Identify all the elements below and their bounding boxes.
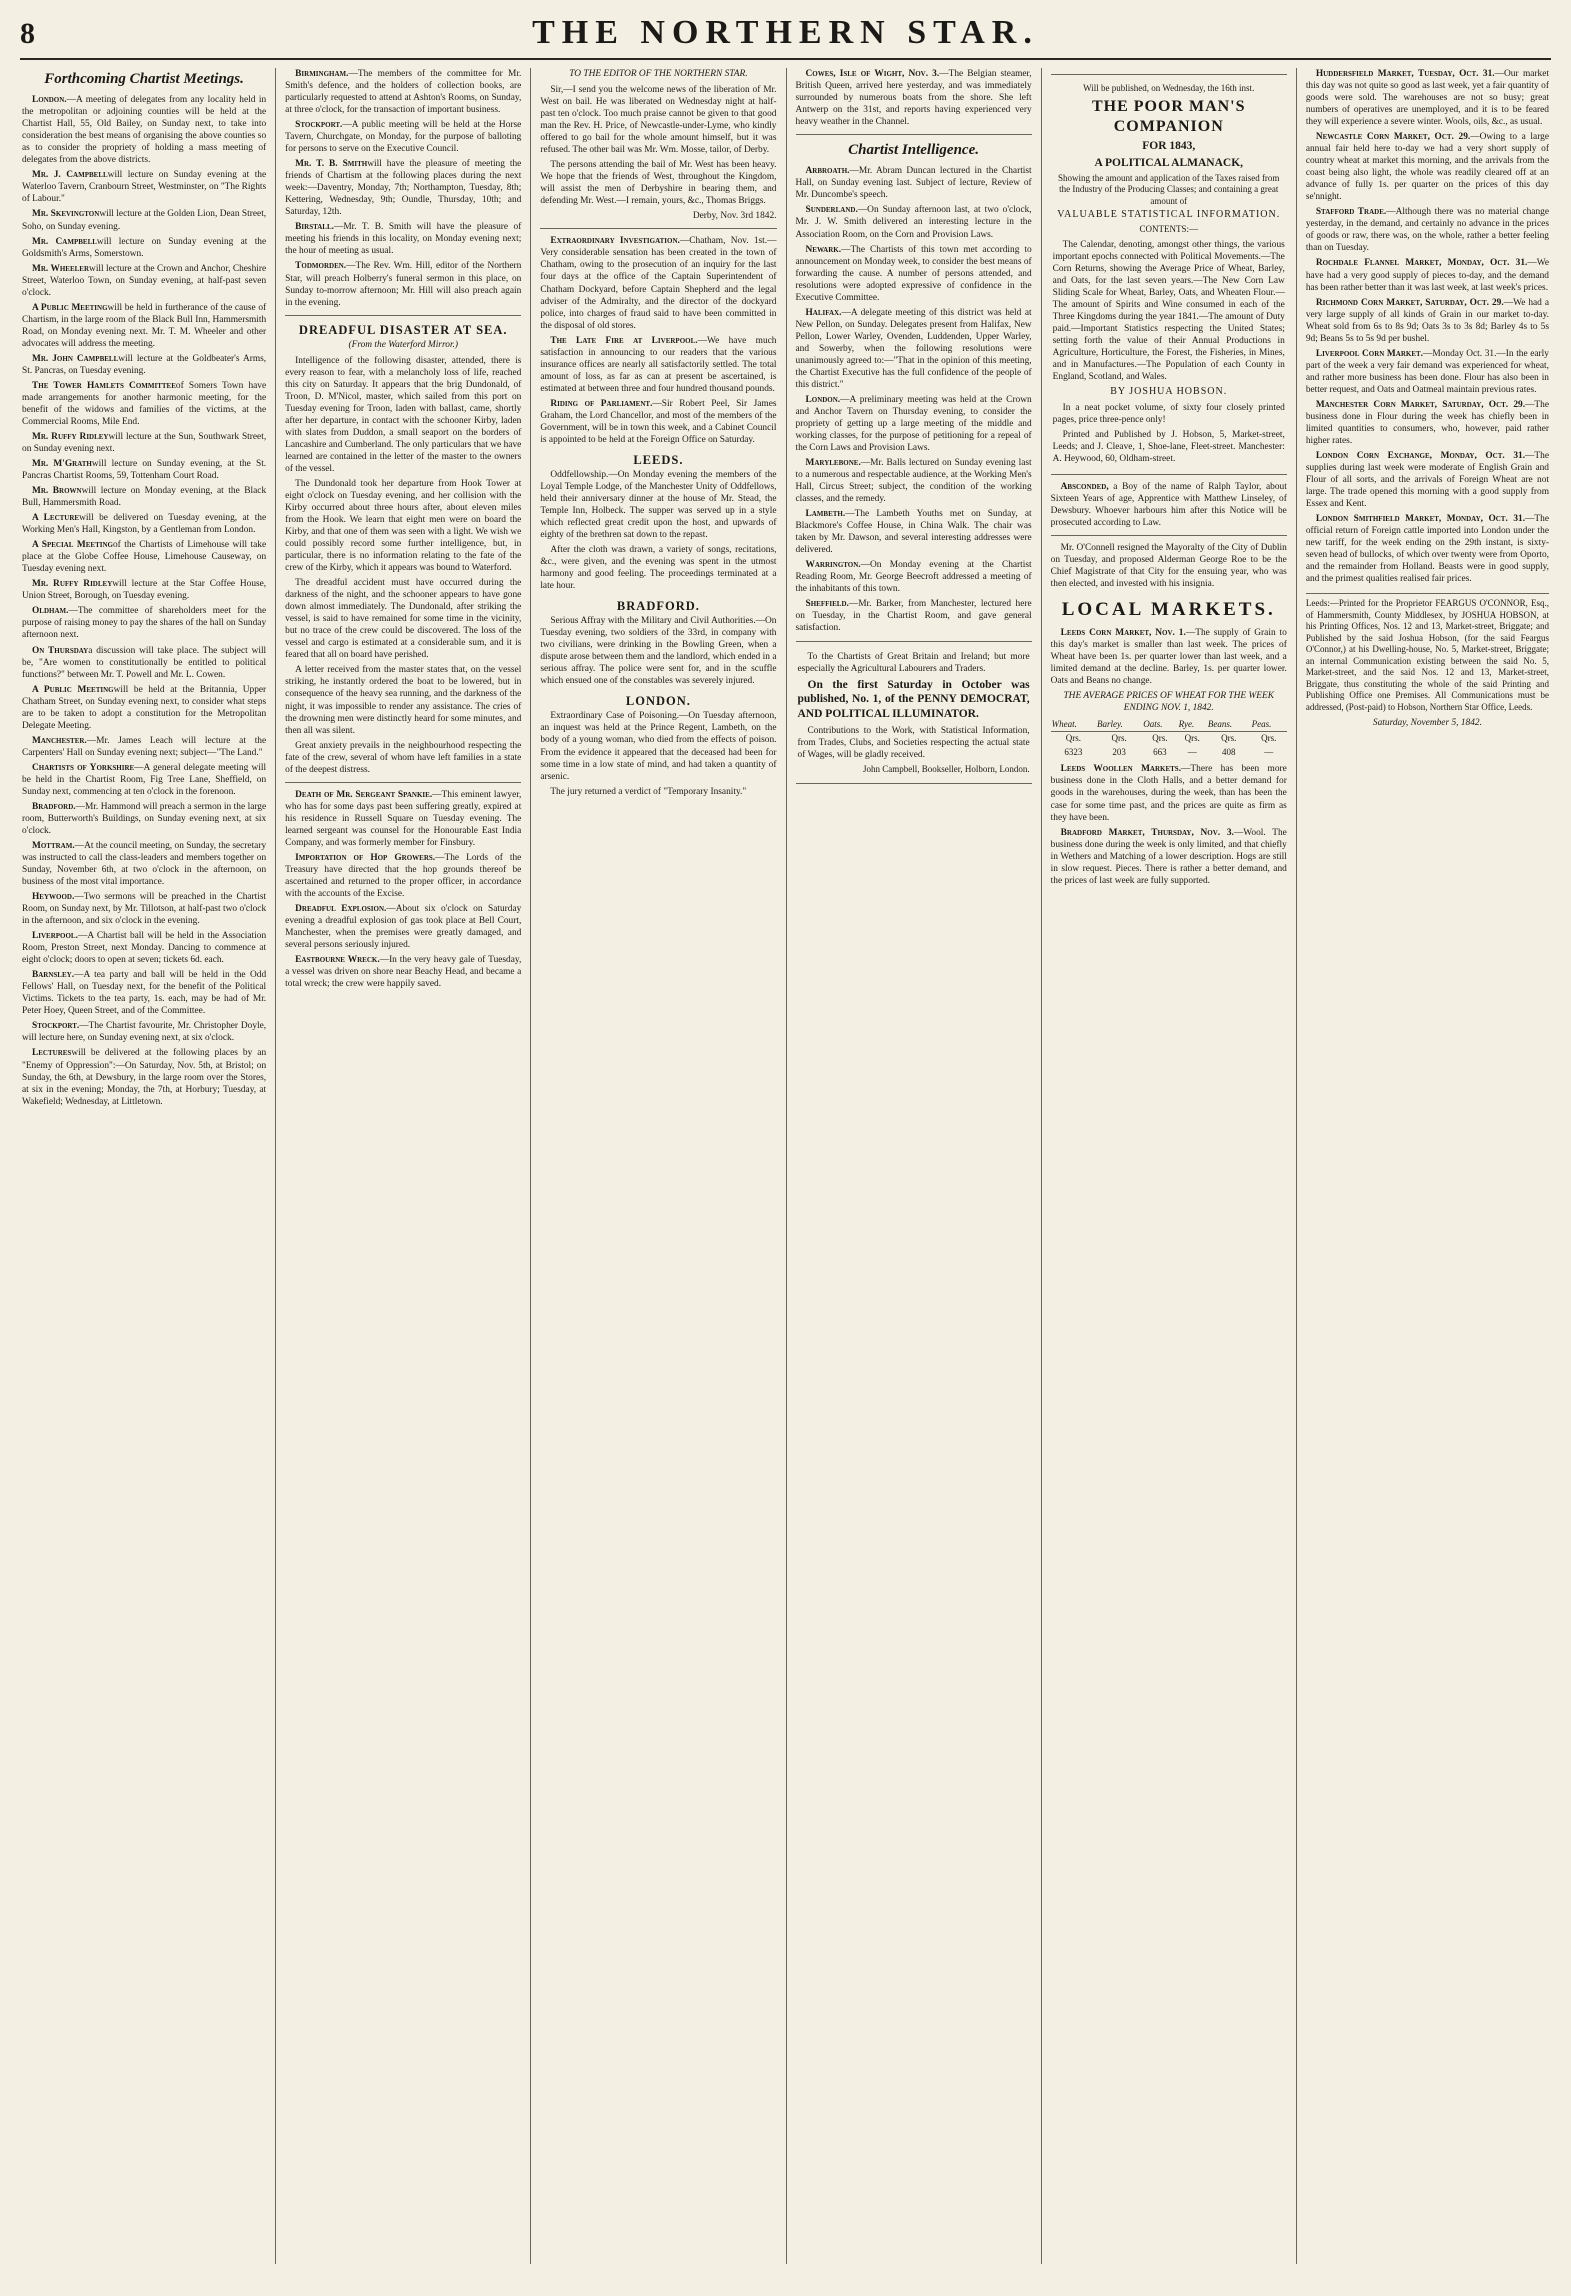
bradford-market-report <box>1051 827 1287 887</box>
notice-text: —A general delegate meeting will be held in the Chartist Room, Fig Tree Lane, Sheffield, on Sunday next, commencing at ten o'clock in the forenoon. <box>22 762 267 797</box>
notice-lead: Huddersfield Market, Tuesday, Oct. 31. <box>1315 69 1495 79</box>
notice-item <box>22 930 266 966</box>
column-5 <box>1041 68 1296 2264</box>
table-cell: — <box>1187 746 1197 757</box>
advert-author: BY JOSHUA HOBSON. <box>1110 386 1228 398</box>
notice-lead: Newark. <box>805 244 842 255</box>
notice-text: will lecture at the Crown and Anchor, Cheshire Street, Waterloo Town, on Sunday evening, at half-past seven o'clock. <box>22 263 267 298</box>
notice-item <box>285 954 521 990</box>
table-header-cell: Rye. <box>1178 718 1207 732</box>
table-header-cell: Peas. <box>1251 718 1287 732</box>
advert-caps: VALUABLE STATISTICAL INFORMATION. <box>1057 209 1281 221</box>
notice-text: —This eminent lawyer, who has for some days past been suffering greatly, expired at his residence in Russell Square on Tuesday evening. The learned sergeant was counsel for the Honourable East India Company, and was formerly member for Finsbury. <box>285 789 522 848</box>
notice-text: —Mr. Hammond will preach a sermon in the large room, Butterworth's Buildings, on Sunday evening next, at six o'clock. <box>22 801 267 836</box>
notice-lead: London Smithfield Market, Monday, Oct. 31. <box>1315 514 1526 525</box>
table-cell: Qrs. <box>1152 733 1168 744</box>
table-cell: Qrs. <box>1184 733 1200 744</box>
notice-text: —The Lords of the Treasury have directed that the hop grounds thereof be ascertained and returned to the proper officer, in accordance with the accounts of the Excise. <box>285 852 522 899</box>
advert-body <box>798 651 1030 761</box>
notice-lead: Death of Mr. Sergeant Spankie. <box>295 789 433 800</box>
notice-item <box>796 457 1032 505</box>
notice-lead: Sheffield. <box>805 599 849 610</box>
notice-item <box>22 969 266 1017</box>
notice-lead: London. <box>32 95 67 106</box>
notices-list <box>285 68 521 309</box>
advert-description: Showing the amount and application of the Taxes raised from the Industry of the Producing Classes; and containing a great amount of <box>1058 172 1280 206</box>
notice-item <box>22 263 266 299</box>
notice-lead: Rochdale Flannel Market, Monday, Oct. 31. <box>1315 258 1528 269</box>
market-reports-list <box>1306 68 1549 585</box>
leeds-woollen-text: —There has been more business done in the Cloth Halls, and a better demand for goods in the warehouses, during the week, than has been the case for some time past, and the prices are quite as firm as they have been. <box>1050 764 1287 823</box>
notice-item <box>22 578 266 602</box>
advert-line: On the first Saturday in October was published, No. 1, of the PENNY DEMOCRAT, AND POLITICAL ILLUMINATOR. <box>797 678 1030 720</box>
advert-contents-label: CONTENTS:— <box>1139 224 1198 235</box>
notice-text: will lecture on Sunday evening at the Goldsmith's Arms, Somerstown. <box>22 236 267 259</box>
notice-text: —The Chartists of this town met according to announcement on Monday week, to consider the best means of forwarding the cause. A number of persons attended, and resolutions were adopted expressive of confidence in the Executive Committee. <box>795 244 1032 303</box>
notice-item <box>22 169 266 205</box>
advert-penny-democrat <box>796 641 1032 785</box>
section-heading-intelligence: Chartist Intelligence. <box>848 142 979 159</box>
notice-item <box>1306 68 1549 128</box>
notice-item <box>22 801 266 837</box>
table-header-cell: Oats. <box>1142 718 1177 732</box>
table-cell: 408 <box>1221 746 1236 757</box>
story-body-disaster <box>285 355 521 776</box>
notice-text: —Two sermons will be preached in the Chartist Room, on Sunday next, by Mr. Tillotson, at half-past two o'clock in the afternoon, and six o'clock in the evening. <box>22 892 267 927</box>
column-2 <box>275 68 530 2264</box>
notice-item <box>22 236 266 260</box>
notice-text: a discussion will take place. The subject will be, "Are women to constitutionally be entitled to political functions?" between Mr. T. Powell and Mr. L. Cowen. <box>22 645 267 680</box>
story-paragraph: Serious Affray with the Military and Civil Authorities.—On Tuesday evening, two soldiers of the 33rd, in company with two civilians, were drinking in the Bowling Green, when a dispute arose between them and the landlord, which ended in a serious affray. The police were sent for, and in the scuffle which ensued one of the constables was severely injured. <box>540 616 777 687</box>
notice-lead: Dreadful Explosion. <box>295 903 387 914</box>
notice-lead: Extraordinary Investigation. <box>550 236 680 247</box>
notice-text: —Mr. T. B. Smith will have the pleasure of meeting his friends in this locality, on Monday evening next; the hour of meeting as usual. <box>285 222 522 257</box>
table-cell: 663 <box>1153 746 1167 757</box>
story-title-london: LONDON. <box>625 694 691 709</box>
notice-item <box>22 431 266 455</box>
story-paragraph: The Dundonald took her departure from Hook Tower at eight o'clock on Tuesday evening, and her collision with the Kirby occurred about three hours after, about eleven miles from the Hook. We learn that eight men were on board the Kirby, and that one of them was seen with a light. We wish we could possibly record some further intelligence, but, in particular, there is no information relating to the fate of the crew of the Kirby, which it appears was bound to Waterford. <box>285 478 522 574</box>
leeds-woollen-report <box>1051 763 1287 823</box>
notice-lead: Mr. Ruffy Ridley <box>32 579 113 590</box>
advert-subtitle: A POLITICAL ALMANACK, <box>1094 157 1244 170</box>
notice-item <box>796 244 1032 304</box>
notice-item <box>796 394 1032 454</box>
divider <box>796 134 1032 135</box>
notice-lead: Mr. J. Campbell <box>32 170 108 181</box>
story-paragraph: The dreadful accident must have occurred during the darkness of the night, and the schooner appears to have gone down almost immediately. The Dundonald, after striking the vessel, is said to have remained for some time in the vicinity, but no trace of the crew could be discovered. The loss of the vessel and cargo is estimated at a considerable sum, and it is feared that all on board have perished. <box>285 578 522 661</box>
notice-text: will lecture at the Goldbeater's Arms, St. Pancras, on Tuesday evening. <box>22 353 267 376</box>
notice-text: will be delivered on Tuesday evening, at the Working Men's Hall, Kingston, by a Gentleman from London. <box>22 513 267 536</box>
notice-lead: Lectures <box>32 1048 72 1059</box>
advert-year: FOR 1843, <box>1142 140 1196 153</box>
advert-almanack <box>1051 74 1287 475</box>
letter-body <box>540 84 776 207</box>
news-list-top <box>796 68 1032 128</box>
notice-item <box>540 398 776 446</box>
notice-item <box>285 852 521 900</box>
notice-item <box>22 645 266 681</box>
table-cell: 203 <box>1112 746 1126 757</box>
table-header-cell: Barley. <box>1096 718 1142 732</box>
notice-item <box>796 204 1032 240</box>
notice-text: —Chatham, Nov. 1st.—Very considerable sensation has been created in the town of Chatham, owing to the prosecution of an inquiry for the last four days at the office of the Captain Superintendent of Chatham Dockyard, before Captain Shepherd and the legal adviser of the Admiralty, and the director of the dockyard police, into charges of fraud said to have been committed in the disposal of old stores. <box>540 236 777 331</box>
notice-lead: Lambeth. <box>805 509 846 520</box>
notice-item <box>22 380 266 428</box>
notice-text: —The Belgian steamer, British Queen, arrived here yesterday, and was immediately surrounded by numerous boats from the shore. She left Antwerp on the 31st, and reports having experienced very heavy weather in the Channel. <box>795 69 1032 128</box>
notice-text: —The business done in Flour during the week has chiefly been in limited quantities to consumers, who, however, paid rather higher rates. <box>1305 399 1549 446</box>
story-paragraph: Extraordinary Case of Poisoning.—On Tuesday afternoon, an inquest was held at the Prince Regent, Lambeth, on the body of a young woman, who died from the effects of poison. From the evidence it appeared that the deceased had been for some time in a low state of mind, and had taken a quantity of arsenic. <box>540 711 777 782</box>
notice-text: will be held in furtherance of the cause of Chartism, in the large room of the Black Bull Inn, Hammersmith Road, on Monday evening next. Mr. T. M. Wheeler and other advocates will address the meeting. <box>22 302 267 349</box>
notice-item <box>285 221 521 257</box>
notice-text: —The committee of shareholders meet for the purpose of raising money to pay the shares of the hall on Sunday afternoon next. <box>22 606 267 641</box>
leeds-woollen-lead: Leeds Woollen Markets. <box>1060 764 1182 775</box>
notice-lead: Liverpool. <box>32 931 78 942</box>
notice-lead: Mr. M'Grath <box>32 459 92 470</box>
notice-text: —On Sunday afternoon last, at two o'clock, Mr. J. W. Smith delivered an interesting lecture in the Association Room, on the Corn and Provision Laws. <box>795 205 1032 240</box>
story-body-leeds <box>540 469 776 592</box>
notice-text: —About six o'clock on Saturday evening a dreadful explosion of gas took place at Bell Court, Manchester, when the premises were greatly damaged, and several persons seriously injured. <box>285 903 522 951</box>
columns <box>20 68 1551 2264</box>
notice-lead: Stockport. <box>295 120 343 131</box>
notice-text: —In the very heavy gale of Tuesday, a vessel was driven on shore near Beachy Head, and became a total wreck; the crew were happily saved. <box>285 955 522 990</box>
column-6 <box>1296 68 1551 2264</box>
notice-text: —Mr. Balls lectured on Sunday evening last to a numerous and respectable audience, at the Working Men's Hall, Circus Street; subject, the condition of the working classes, and the remedy. <box>795 458 1032 505</box>
notice-lead: Bradford. <box>32 801 76 812</box>
advert-line: To the Chartists of Great Britain and Ireland; but more especially the Agricultural Labourers and Traders. <box>797 651 1030 674</box>
notice-lead: Manchester. <box>32 735 87 746</box>
notice-text: —We have much satisfaction in announcing to our readers that the various insurance offices are nearly all satisfactorily settled. The total amount of loss, as far as can at present be ascertained, is estimated at between three and four hundred thousand pounds. <box>540 335 777 394</box>
notice-item <box>285 158 521 218</box>
notice-item <box>285 260 521 308</box>
story-body-london <box>540 710 776 797</box>
notice-item <box>22 605 266 641</box>
notice-lead: Riding of Parliament. <box>550 398 653 409</box>
notice-text: —The Chartist favourite, Mr. Christopher Doyle, will lecture here, on Sunday evening next, at six o'clock. <box>22 1021 267 1044</box>
notice-lead: A Special Meeting <box>32 540 113 551</box>
notice-text: —A meeting of delegates from any locality held in the metropolitan or adjoining counties will be held at the Chartist Hall, 55, Old Bailey, on Sunday next, to take into consideration the best means of organising the above counties so as to consider the propriety of holding a mass meeting of delegates from the above districts. <box>22 95 267 166</box>
notice-item <box>22 891 266 927</box>
divider <box>1051 535 1287 536</box>
notice-lead: Cowes, Isle of Wight, Nov. 3. <box>805 69 940 79</box>
notice-lead: Oldham. <box>32 606 69 617</box>
notice-lead: Eastbourne Wreck. <box>295 955 380 966</box>
divider <box>285 782 521 783</box>
notice-item <box>796 307 1032 391</box>
notice-text: —Monday Oct. 31.—In the early part of the week a very fair demand was experienced for wheat, and rather more business has been done. Flour has also been in better request, and Oats and Oatmeal maintain previous rates. <box>1305 348 1549 395</box>
notice-text: —The supplies during last week were moderate of English Grain and Flour of all sorts, and the arrivals of Foreign Wheat are not large. The trade opened this morning with a good supply from Essex and Kent. <box>1305 450 1549 510</box>
table-cell: — <box>1264 746 1274 757</box>
notice-text: of Somers Town have made arrangements for another harmonic meeting, for the benefit of the widows and families of the victims, at the Commercial Rooms, Mile End. <box>22 380 267 427</box>
table-header-cell: Beans. <box>1207 718 1251 732</box>
bradford-text: —Wool. The business done during the week is only limited, and that chiefly in Wethers and Matching of a lower description. Hogs are still in slow request. Pieces. There is rather a better demand, and the prices of last week are fully supported. <box>1050 827 1287 886</box>
notice-item <box>285 68 521 116</box>
divider <box>285 315 521 316</box>
notice-text: —We have had a very good supply of pieces to-day, and the demand has been rather better than it was last week, at last week's prices. <box>1305 258 1549 293</box>
notice-text: —A tea party and ball will be held in the Odd Fellows' Hall, on Tuesday next, for the benefit of the Political Victims. Tickets to the tea party, 1s. each, may be had of Mr. Peter Hoey, Queen Street, and of the Committee. <box>22 970 267 1017</box>
notice-item <box>1306 450 1549 510</box>
story-paragraph: After the cloth was drawn, a variety of songs, recitations, &c., were given, and the evening was spent in the utmost harmony and good feeling. The proceedings terminated at a late hour. <box>540 545 777 592</box>
notice-lead: Mr. T. B. Smith <box>295 159 368 170</box>
story-paragraph: Intelligence of the following disaster, attended, there is every reason to fear, with a melancholy loss of life, reached this city on Saturday. It appears that the brig Dundonald, of Troon, D. M'Nicol, master, which sailed from this port on Tuesday evening for Troon, laden with ballast, came, shortly after her departure, in contact with the schooner Kirby, laden with slates from Duddon, a small seaport on the borders of Lancashire and Cumberland. The only particulars that we have learned are contained in the letter of the master to the owners of the vessel. <box>285 355 522 474</box>
story-paragraph: The jury returned a verdict of "Temporary Insanity." <box>550 786 747 797</box>
meetings-list <box>22 94 266 1107</box>
notice-text: will lecture on Sunday evening at the Waterloo Tavern, Cranbourn Street, Westminster, on "The Rights of Labour." <box>22 170 267 205</box>
notice-lead: Mr. Ruffy Ridley <box>32 432 109 442</box>
notice-lead: Birmingham. <box>295 69 349 79</box>
notice-lead: Stafford Trade. <box>1315 207 1387 218</box>
notice-item <box>540 335 776 395</box>
table-cell: Qrs. <box>1111 733 1127 744</box>
imprint-date: Saturday, November 5, 1842. <box>1372 718 1482 729</box>
notice-text: —The members of the committee for Mr. Smith's defence, and the holders of collection books, are particularly requested to attend at Ashton's Rooms, on Sunday, at three o'clock, for the transaction of important business. <box>285 69 522 116</box>
letter-signature: Derby, Nov. 3rd 1842. <box>692 211 777 222</box>
notice-item <box>22 512 266 536</box>
notice-item <box>22 353 266 377</box>
notice-lead: The Late Fire at Liverpool. <box>550 335 698 346</box>
notice-item <box>22 1047 266 1107</box>
notice-text: —The Rev. Wm. Hill, editor of the Northern Star, will preach Holberry's funeral sermon in this place, on Sunday to-morrow afternoon; Mr. Hill will also preach again in the evening. <box>285 261 522 308</box>
absconded-notice <box>1051 481 1287 529</box>
price-table-caption: THE AVERAGE PRICES OF WHEAT FOR THE WEEK ENDING NOV. 1, 1842. <box>1063 690 1274 713</box>
notice-item <box>1306 399 1549 447</box>
notice-item <box>796 165 1032 201</box>
notice-lead: London Corn Exchange, Monday, Oct. 31. <box>1315 450 1526 461</box>
notice-lead: Stockport. <box>32 1021 80 1032</box>
notice-lead: Barnsley. <box>32 970 75 981</box>
notice-item <box>1306 257 1549 293</box>
notice-lead: Manchester Corn Market, Saturday, Oct. 29. <box>1315 399 1526 410</box>
notice-text: will lecture at the Golden Lion, Dean Street, Soho, on Sunday evening. <box>22 209 267 232</box>
news-list <box>540 235 776 446</box>
notice-lead: Newcastle Corn Market, Oct. 29. <box>1315 132 1471 143</box>
notice-text: —Mr. Abram Duncan lectured in the Chartist Hall, on Sunday evening last. Subject of lecture, Review of Mr. Duncombe's speech. <box>795 166 1032 201</box>
column-3 <box>530 68 785 2264</box>
section-heading-meetings: Forthcoming Chartist Meetings. <box>44 71 244 87</box>
notice-item <box>22 539 266 575</box>
newspaper-title: THE NORTHERN STAR. <box>532 14 1039 51</box>
notice-lead: Heywood. <box>32 892 75 903</box>
notice-lead: London. <box>805 394 841 405</box>
bradford-lead: Bradford Market, Thursday, Nov. 3. <box>1060 827 1234 838</box>
imprint: Leeds:—Printed for the Proprietor FEARGUS O'CONNOR, Esq., of Hammersmith, County Middlesex, by JOSHUA HOBSON, at his Printing Offices, Nos. 12 and 13, Market-street, Briggate; and Published by the said Joshua Hobson, (for the said Feargus O'Connor,) at his Dwelling-house, No. 5, Market-street, Briggate; an internal Communication existing between the said No. 5, Market-street, and the said Nos. 12 and 13, Market-street, Briggate, thus constituting the whole of the said Printing and Publishing Office one Premises. All Communications must be addressed, (Post-paid) to Hobson, Northern Star Office, Leeds. <box>1306 593 1549 713</box>
table-header-cell: Wheat. <box>1051 718 1096 732</box>
table-cell: Qrs. <box>1065 733 1081 744</box>
notice-item <box>796 559 1032 595</box>
advert-intro: Will be published, on Wednesday, the 16th inst. <box>1083 83 1255 93</box>
notice-text: of the Chartists of Limehouse will take place at the Globe Coffee House, Limehouse Causeway, on Tuesday evening next. <box>22 540 267 575</box>
story-paragraph: Sir,—I send you the welcome news of the liberation of Mr. West on bail. He was liberated on Wednesday night at half-past ten o'clock. Too much praise cannot be given to that good man the Rev. H. Price, of Newcastle-under-Lyme, who kindly offered to go bail for the whole amount himself, but it was refused. The other bail was Mr. Wm. Mosse, tailor, of Derby. <box>540 85 777 156</box>
notice-text: will lecture at the Sun, Southwark Street, on Sunday evening next. <box>22 432 267 455</box>
table-cell: Qrs. <box>1221 733 1237 744</box>
notice-item <box>285 119 521 155</box>
notice-item <box>796 508 1032 556</box>
story-paragraph: The persons attending the bail of Mr. West has been heavy. We hope that the friends of West, throughout the Kingdom, will assist the men of Derbyshire in bearing them, and defending Mr. West.—I remain, yours, &c., Thomas Briggs. <box>540 160 777 207</box>
notice-text: will lecture at the Star Coffee House, Union Street, Borough, on Tuesday evening. <box>22 579 267 602</box>
story-title-leeds: LEEDS. <box>633 452 684 467</box>
notice-text: —Mr. James Leach will lecture at the Carpenters' Hall on Sunday evening next; subject—"The Land." <box>22 735 267 758</box>
notice-lead: Richmond Corn Market, Saturday, Oct. 29. <box>1315 297 1504 308</box>
newspaper-page <box>20 14 1551 2266</box>
story-paragraph: Oddfellowship.—On Monday evening the members of the Loyal Temple Lodge, of the Manchester Unity of Oddfellows, held their anniversary dinner at the house of Mr. Stead, the Temple Inn, Holbeck. The supper was served up in a style which reflected great credit upon the host, and upwards of eighty of the brethren sat down to the repast. <box>540 469 777 541</box>
notice-text: —The official return of Foreign cattle imported into London under the new tariff, for the week ending on the 29th instant, is sixty-seven head of bullocks, of which over twenty were from Oporto, and the remainder from Holland. Beasts were in good supply, and the primest qualities realised fair prices. <box>1305 514 1549 585</box>
absconded-text: a Boy of the name of Ralph Taylor, about Sixteen Years of age, Apprentice with Matthew Linseley, of Dewsbury. Whoever harbours him after this Notice will be prosecuted according to Law. <box>1050 482 1287 529</box>
notice-lead: Mr. Skevington <box>32 209 100 220</box>
notice-text: —A preliminary meeting was held at the Crown and Anchor Tavern on Thursday evening, to consider the propriety of getting up a large meeting of the middle and working classes, for the purpose of petitioning for a repeal of the Corn Laws and Provision Laws. <box>795 394 1032 454</box>
notice-item <box>285 903 521 951</box>
notice-item <box>22 840 266 888</box>
table-cell: 6323 <box>1064 746 1083 757</box>
advert-contents-body: The Calendar, denoting, amongst other things, the various important epochs connected with Political Movements.—The Corn Returns, showing the Average Price of Wheat, Barley, and Oats, for the last seven years.—The New Corn Law Sliding Scale for Wheat, Barley, Oats, and Wheaten Flour.—The amount of Spirits and Wine consumed in each of the Three Kingdoms during the year 1841.—The amount of Duty paid.—Important Statistics respecting the United States; setting forth the value of their Annual Productions in Agriculture, Horticulture, the Forest, the Fisheries, in Mines, and in Manufactures.—The Population of each County in England, Scotland, and Wales. <box>1052 239 1285 383</box>
notice-item <box>22 485 266 509</box>
notice-text: will have the pleasure of meeting the friends of Chartism at the following places during the next week:—Daventry, Monday, 7th; Northampton, Tuesday, 8th; Kettering, Wednesday, 9th; Oundle, Thursday, 10th; and Saturday, 12th. <box>285 159 522 218</box>
notice-lead: On Thursday <box>32 645 89 656</box>
notice-lead: Mr. Wheeler <box>32 263 90 274</box>
advert-publisher: Printed and Published by J. Hobson, 5, Market-street, Leeds; and J. Cleave, 1, Shoe-lane, Fleet-street. Manchester: A. Heywood, 60, Oldham-street. <box>1052 429 1285 465</box>
notice-lead: Mr. Campbell <box>32 236 97 247</box>
leeds-corn-text: —The supply of Grain to this day's market is smaller than last week. The prices of Wheat have been 1s. per quarter lower than last week, and a limited demand at the decline. Barley, 1s. per quarter lower. Oats and Beans no change. <box>1050 627 1287 686</box>
oconnell-notice: Mr. O'Connell resigned the Mayoralty of the City of Dublin on Tuesday, and proposed Alderman George Roe to be the Chief Magistrate of that City for the ensuing year, who was then elected, and invested with his insignia. <box>1050 543 1287 590</box>
notice-text: —Although there was no material change yesterday, in the demand, and certainly no advance in the prices of goods or raw, there was, on the whole, rather a better feeling than on Tuesday. <box>1305 207 1549 254</box>
notice-text: —Owing to a large annual fair held here to-day we had a very short supply of country wheat at market this morning, and the arrivals from the coast being also light, the whole was readily cleared off at an advance of fully 1s. per quarter on the prices of this day se'nnight. <box>1305 132 1549 203</box>
notice-lead: Mottram. <box>32 840 75 851</box>
notice-text: will lecture on Monday evening, at the Black Bull, Hammersmith Road. <box>22 486 267 509</box>
notice-text: will be delivered at the following places by an "Enemy of Oppression":—On Saturday, Nov. 5th, at Bristol; on Sunday, the 6th, at Dewsbury, in the large room over the Stores, at six in the evening; Monday, the 7th, at Horbury; Tuesday, at Wakefield; Wednesday, at Littletown. <box>22 1048 267 1107</box>
notice-lead: Warrington. <box>805 560 861 571</box>
notice-lead: Mr. Brown <box>32 486 82 497</box>
notice-text: —Mr. Barker, from Manchester, lectured here on Tuesday, in the Chartist Room, and gave general satisfaction. <box>795 599 1032 634</box>
leeds-corn-lead: Leeds Corn Market, Nov. 1. <box>1060 627 1186 638</box>
column-1 <box>20 68 275 2264</box>
notice-lead: A Lecture <box>32 513 80 524</box>
notice-text: —The Lambeth Youths met on Sunday, at Blackmore's Coffee House, in China Walk. The chair was taken by Mr. Dawson, and several interesting addresses were delivered. <box>795 509 1032 556</box>
notice-lead: Chartists of Yorkshire <box>32 762 135 773</box>
notice-item <box>1306 206 1549 254</box>
notice-text: will be held at the Britannia, Upper Chatham Street, on Sunday evening next, to consider what steps are to be taken to adopt a constitution for the Metropolitan Delegate Meeting. <box>22 684 267 731</box>
notice-lead: A Public Meeting <box>32 302 108 313</box>
notice-text: —Our market this day was not quite so good as last week, yet a fair quantity of goods were sold. The warehouses are not so busy; great numbers of operatives are unemployed, and it is to be feared they will experience a severe winter. Wools, oils, &c., as usual. <box>1305 69 1550 128</box>
advert-title: THE POOR MAN'S COMPANION <box>1091 97 1246 135</box>
notice-item <box>540 235 776 331</box>
notice-text: —We had a very large supply of all kinds of Grain in our market to-day. Wheat sold from 6s to 8s 9d; Oats 3s to 3s 8d; Barley 4s to 5s 9d; Beans 5s to 5s 9d per bushel. <box>1305 297 1549 344</box>
notice-lead: Arbroath. <box>805 166 850 177</box>
intelligence-list <box>796 165 1032 634</box>
notice-item <box>22 735 266 759</box>
notice-item <box>22 684 266 732</box>
notice-item <box>796 598 1032 634</box>
table-cell: Qrs. <box>1261 733 1277 744</box>
advert-signature: John Campbell, Bookseller, Holborn, London. <box>863 763 1030 774</box>
page-number: 8 <box>20 17 35 50</box>
price-table-header <box>1051 718 1287 732</box>
notice-text: —Sir Robert Peel, Sir James Graham, the Lord Chancellor, and most of the members of the Government, will be in town this week, and a Cabinet Council is appointed to be held at the Foreign Office on Saturday. <box>540 398 777 445</box>
masthead <box>20 14 1551 60</box>
notice-lead: Liverpool Corn Market. <box>1315 348 1424 359</box>
notice-item <box>285 789 521 849</box>
notice-lead: A Public Meeting <box>32 684 114 695</box>
notice-item <box>22 302 266 350</box>
notice-lead: Todmorden. <box>295 261 347 272</box>
absconded-lead: Absconded, <box>1060 482 1109 493</box>
leeds-corn-report <box>1051 627 1287 687</box>
notices-list-after <box>285 789 521 991</box>
notice-item <box>1306 513 1549 585</box>
notice-lead: Mr. John Campbell <box>32 353 119 364</box>
notice-item <box>22 762 266 798</box>
notice-item <box>22 208 266 232</box>
notice-text: —A Chartist ball will be held in the Association Room, Preston Street, next Monday. Dancing to commence at eight o'clock; doors to open at seven; tickets 6d. each. <box>22 931 267 966</box>
notice-text: —A public meeting will be held at the Horse Tavern, Churchgate, on Monday, for the purpose of balloting for persons to serve on the Executive Council. <box>285 120 522 155</box>
notice-text: —At the council meeting, on Sunday, the secretary was instructed to call the class-leaders and members together on Sunday, November 6th, at two o'clock in the afternoon, on business of the most vital importance. <box>22 840 267 888</box>
divider <box>540 228 776 229</box>
advert-line: Contributions to the Work, with Statistical Information, from Trades, Clubs, and Societies respecting the actual state of Wages, will be gladly received. <box>797 725 1030 760</box>
story-subtitle-disaster: (From the Waterford Mirror.) <box>348 339 459 350</box>
table-row <box>1051 746 1287 760</box>
notice-item <box>1306 348 1549 396</box>
notice-item <box>22 1020 266 1044</box>
notice-lead: Importation of Hop Growers. <box>295 852 436 863</box>
notice-lead: Sunderland. <box>805 205 858 216</box>
notice-text: —On Monday evening at the Chartist Reading Room, Mr. George Beecroft addressed a meeting of the inhabitants of this town. <box>795 560 1032 595</box>
notice-item <box>1306 297 1549 345</box>
notice-lead: Birstall. <box>295 222 334 233</box>
notice-lead: Marylebone. <box>805 458 861 469</box>
column-4 <box>786 68 1041 2264</box>
story-paragraph: A letter received from the master states that, on the vessel striking, he instantly ordered the boat to be lowered, but in consequence of the heavy sea running, and the darkness of the night, it was impossible to render any assistance. The cries of the drowning men were distinctly heard for some minutes, and then all was silent. <box>285 665 522 736</box>
story-paragraph: Great anxiety prevails in the neighbourhood respecting the fate of the crew, several of whom have left families in a state of the deepest distress. <box>285 740 522 775</box>
notice-lead: The Tower Hamlets Committee <box>32 380 176 391</box>
notice-text: —A delegate meeting of this district was held at New Pellon, on Sunday. Delegates present from Halifax, New Pellon, Lower Warley, Ovenden, Luddenden, Upper Warley, and Sowerby, when the following resolutions were unanimously agreed to:—"That in the opinion of this meeting, the Chartist Executive has the full confidence of the people of this district." <box>795 307 1032 390</box>
notice-item <box>22 94 266 166</box>
letter-heading: TO THE EDITOR OF THE NORTHERN STAR. <box>569 69 748 79</box>
advert-price: In a neat pocket volume, of sixty four closely printed pages, price three-pence only! <box>1052 402 1285 425</box>
notice-item <box>1306 131 1549 203</box>
story-body-bradford <box>540 615 776 687</box>
notice-lead: Halifax. <box>805 307 842 318</box>
price-table <box>1051 718 1287 760</box>
notice-item <box>22 458 266 482</box>
story-title-bradford: BRADFORD. <box>616 599 700 614</box>
table-row <box>1051 732 1287 746</box>
notice-text: will lecture on Sunday evening, at the St. Pancras Chartist Rooms, 59, Tottenham Court Road. <box>22 459 267 482</box>
notice-item <box>796 68 1032 128</box>
story-title-disaster: DREADFUL DISASTER AT SEA. <box>298 322 508 337</box>
markets-heading: LOCAL MARKETS. <box>1061 599 1276 621</box>
